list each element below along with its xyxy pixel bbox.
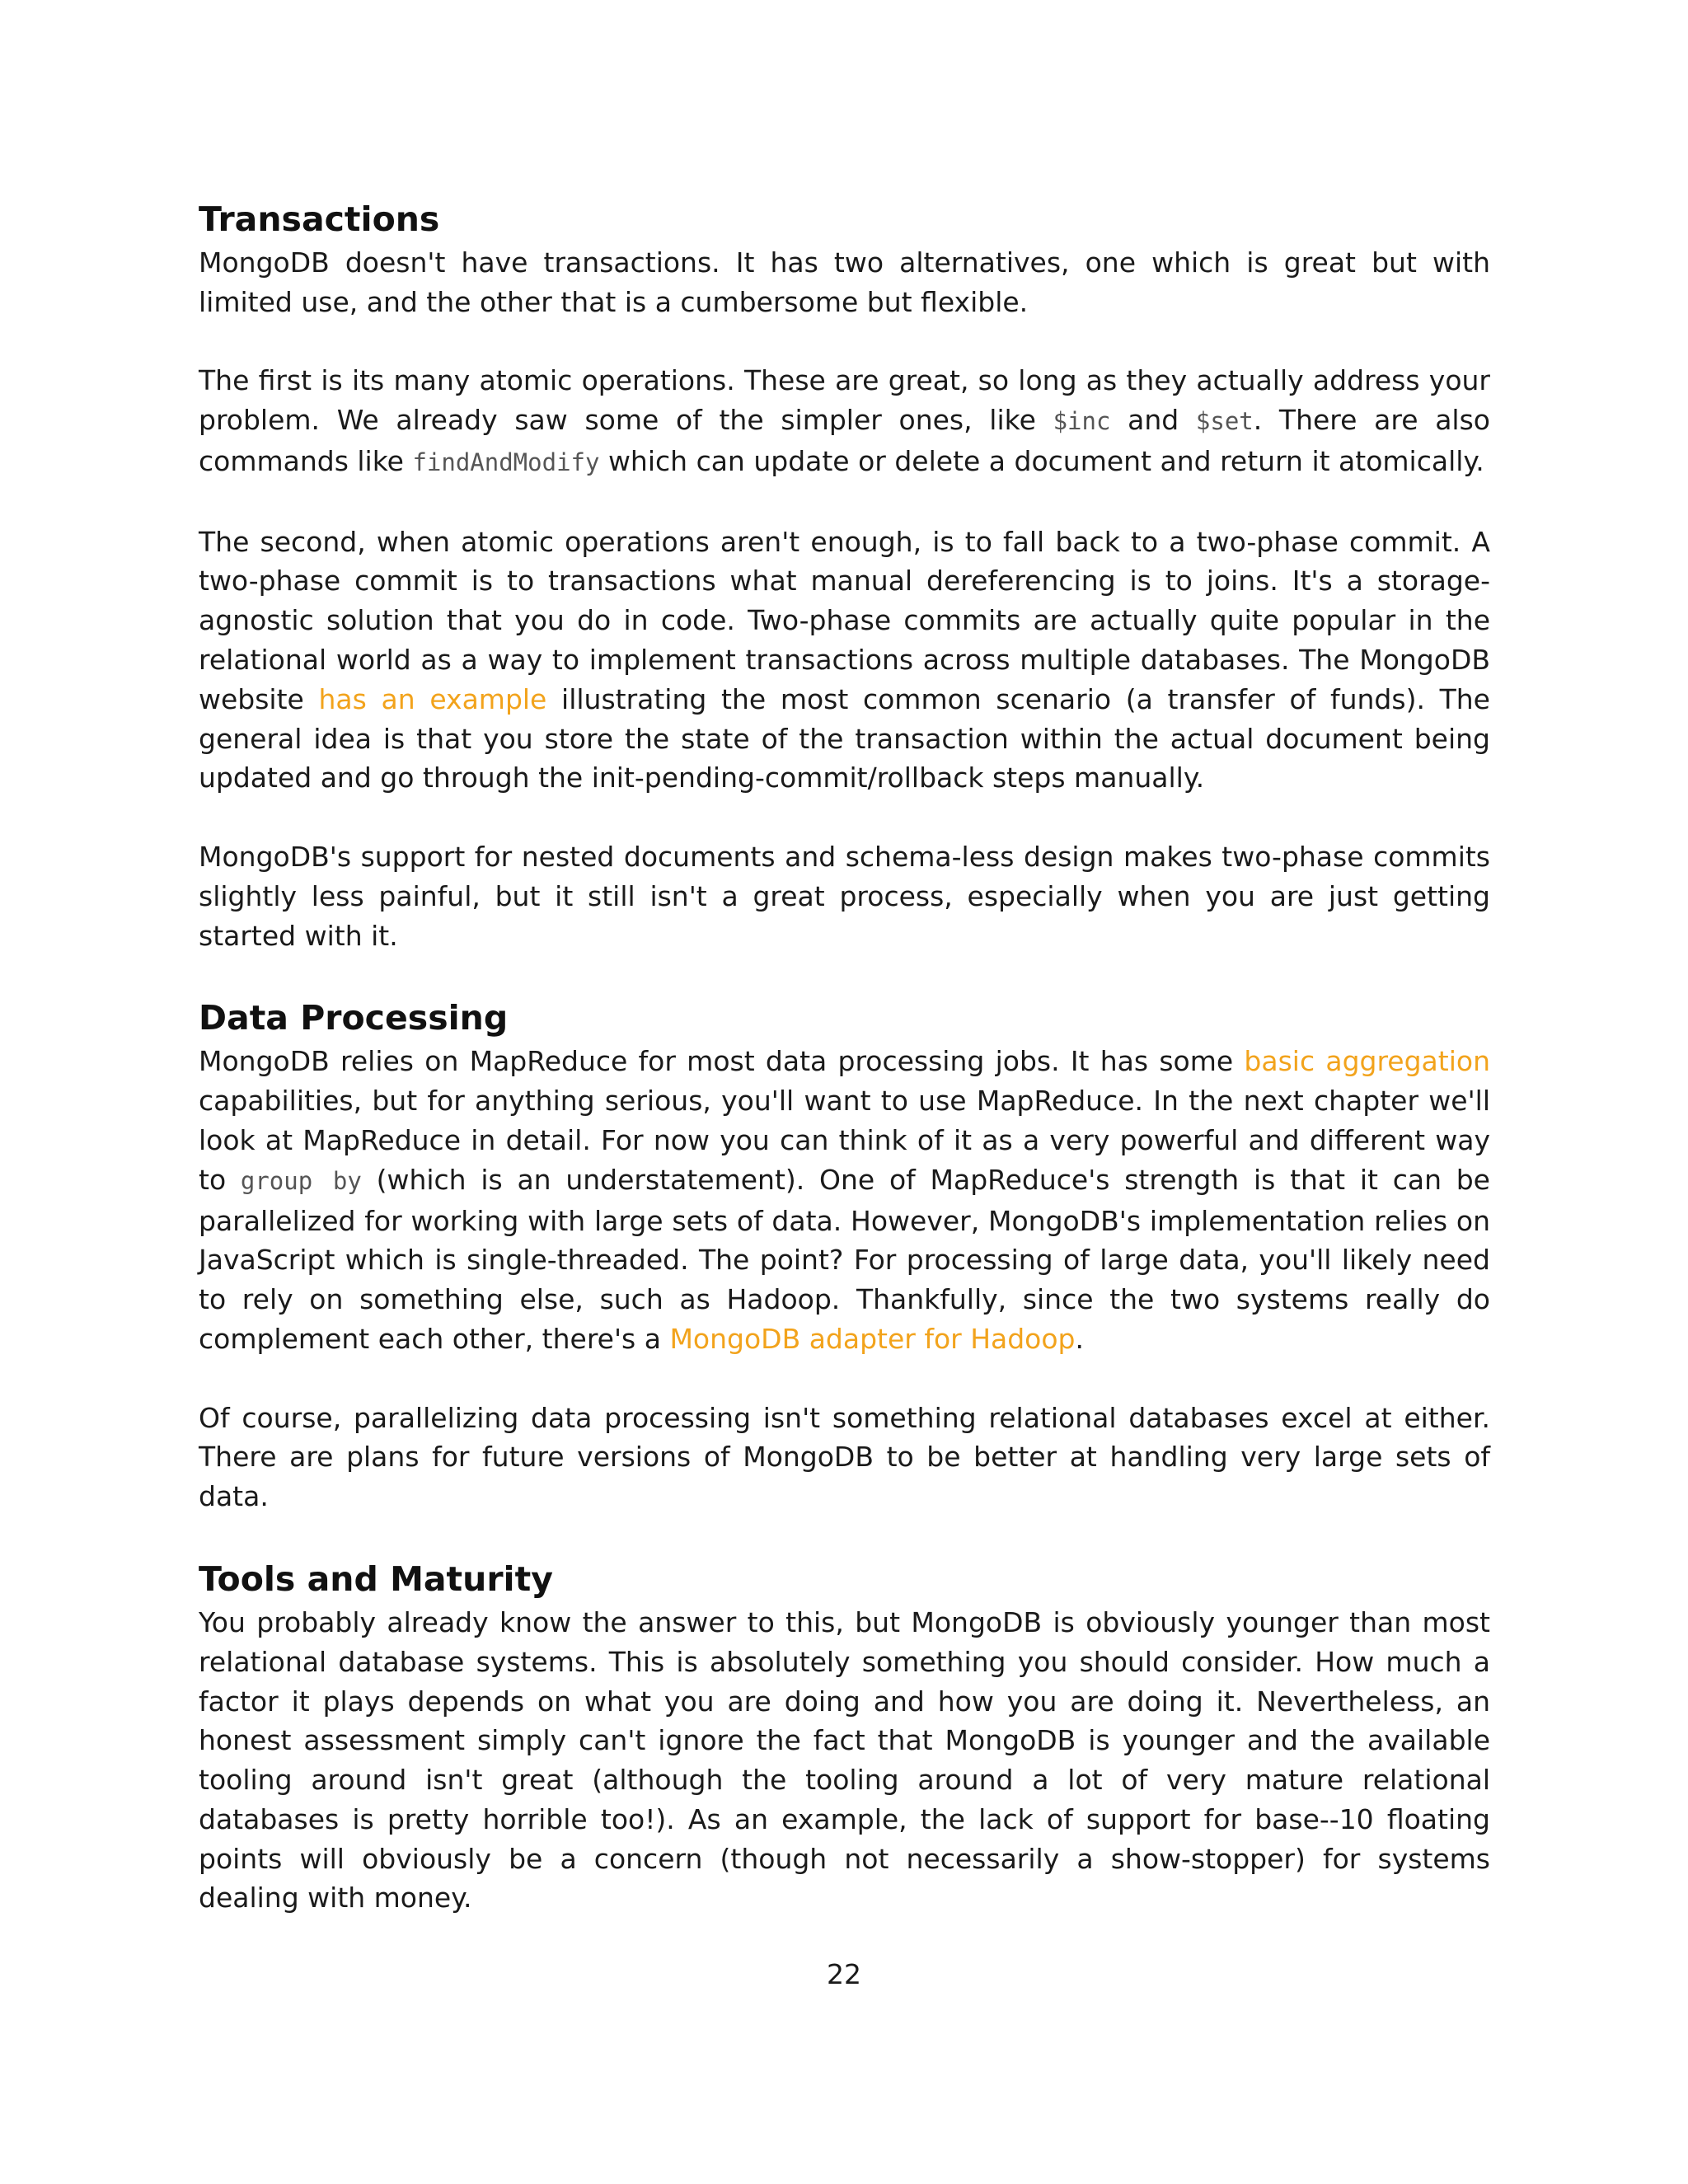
code-findandmodify: findAndModify [412,448,600,476]
data-processing-paragraph-1 [199,1042,1490,1358]
link-mongodb-adapter-for-hadoop[interactable]: MongoDB adapter for Hadoop [669,1322,1076,1355]
text: . There are also commands like [199,404,1490,477]
code-inc: $inc [1053,407,1111,436]
transactions-paragraph-4 [199,837,1490,955]
code-set: $set [1195,407,1254,436]
data-processing-paragraph-2 [199,1399,1490,1516]
section-heading-data-processing: Data Processing [199,998,509,1038]
tools-paragraph-1 [199,1603,1490,1918]
text: Of course, parallelizing data processing isn't something relational databases excel at either. There are plans for future versions of MongoDB to be better at handling very large sets of data. [199,1401,1490,1513]
page-content [199,196,1490,1918]
text: and [1110,404,1196,437]
section-heading-transactions: Transactions [199,199,440,239]
transactions-paragraph-2 [199,361,1490,482]
section-heading-tools-and-maturity: Tools and Maturity [199,1558,553,1599]
text: MongoDB relies on MapReduce for most data processing jobs. It has some [199,1045,1245,1078]
text: MongoDB's support for nested documents and schema-less design makes two-phase commits slightly less painful, but it still isn't a great process, especially when you are just getting started with it. [199,840,1490,952]
link-has-an-example[interactable]: has an example [318,682,547,715]
text: . [1075,1322,1085,1355]
text: The first is its many atomic operations. These are great, so long as they actually address your problem. We already saw some of the simpler ones, like [199,364,1490,437]
text: (which is an understatement). One of MapReduce's strength is that it can be parallelized for working with large sets of data. However, MongoDB's implementation relies on JavaScript which is single-threaded. The point? For processing of large data, you'll likely need to rely on something else, such as Hadoop. Thankfully, since the two systems really do complement each other, there's a [199,1163,1490,1355]
code-group-by: group by [240,1166,362,1195]
text: The second, when atomic operations aren't enough, is to fall back to a two-phase commit. A two-phase commit is to transactions what manual dereferencing is to joins. It's a storage-agnostic solution that you do in code. Two-phase commits are actually quite popular in the relational world as a way to implement transactions across multiple databases. The MongoDB website [199,525,1490,715]
text: You probably already know the answer to this, but MongoDB is obviously younger than most relational database systems. This is absolutely something you should consider. How much a factor it plays depends on what you are doing and how you are doing it. Nevertheless, an honest assessment simply can't ignore the fact that MongoDB is younger and the available tooling around isn't great (although the tooling around a lot of very mature relational databases is pretty horrible too!). As an example, the lack of support for base--10 floating points will obviously be a concern (though not necessarily a show-stopper) for systems dealing with money. [199,1605,1490,1915]
text: MongoDB doesn't have transactions. It has two alternatives, one which is great but with limited use, and the other that is a cumbersome but flexible. [199,246,1490,318]
text: which can update or delete a document and return it atomically. [599,444,1484,477]
text: illustrating the most common scenario (a transfer of funds). The general idea is that you store the state of the transaction within the actual document being updated and go through the init-pending-commit/rollback steps manually. [199,682,1490,794]
transactions-paragraph-3 [199,523,1490,799]
page-number: 22 [827,1958,861,1990]
text: capabilities, but for anything serious, you'll want to use MapReduce. In the next chapter we'll look at MapReduce in detail. For now you can think of it as a very powerful and different way to [199,1085,1490,1196]
transactions-paragraph-1 [199,243,1490,322]
link-basic-aggregation[interactable]: basic aggregation [1244,1045,1490,1078]
